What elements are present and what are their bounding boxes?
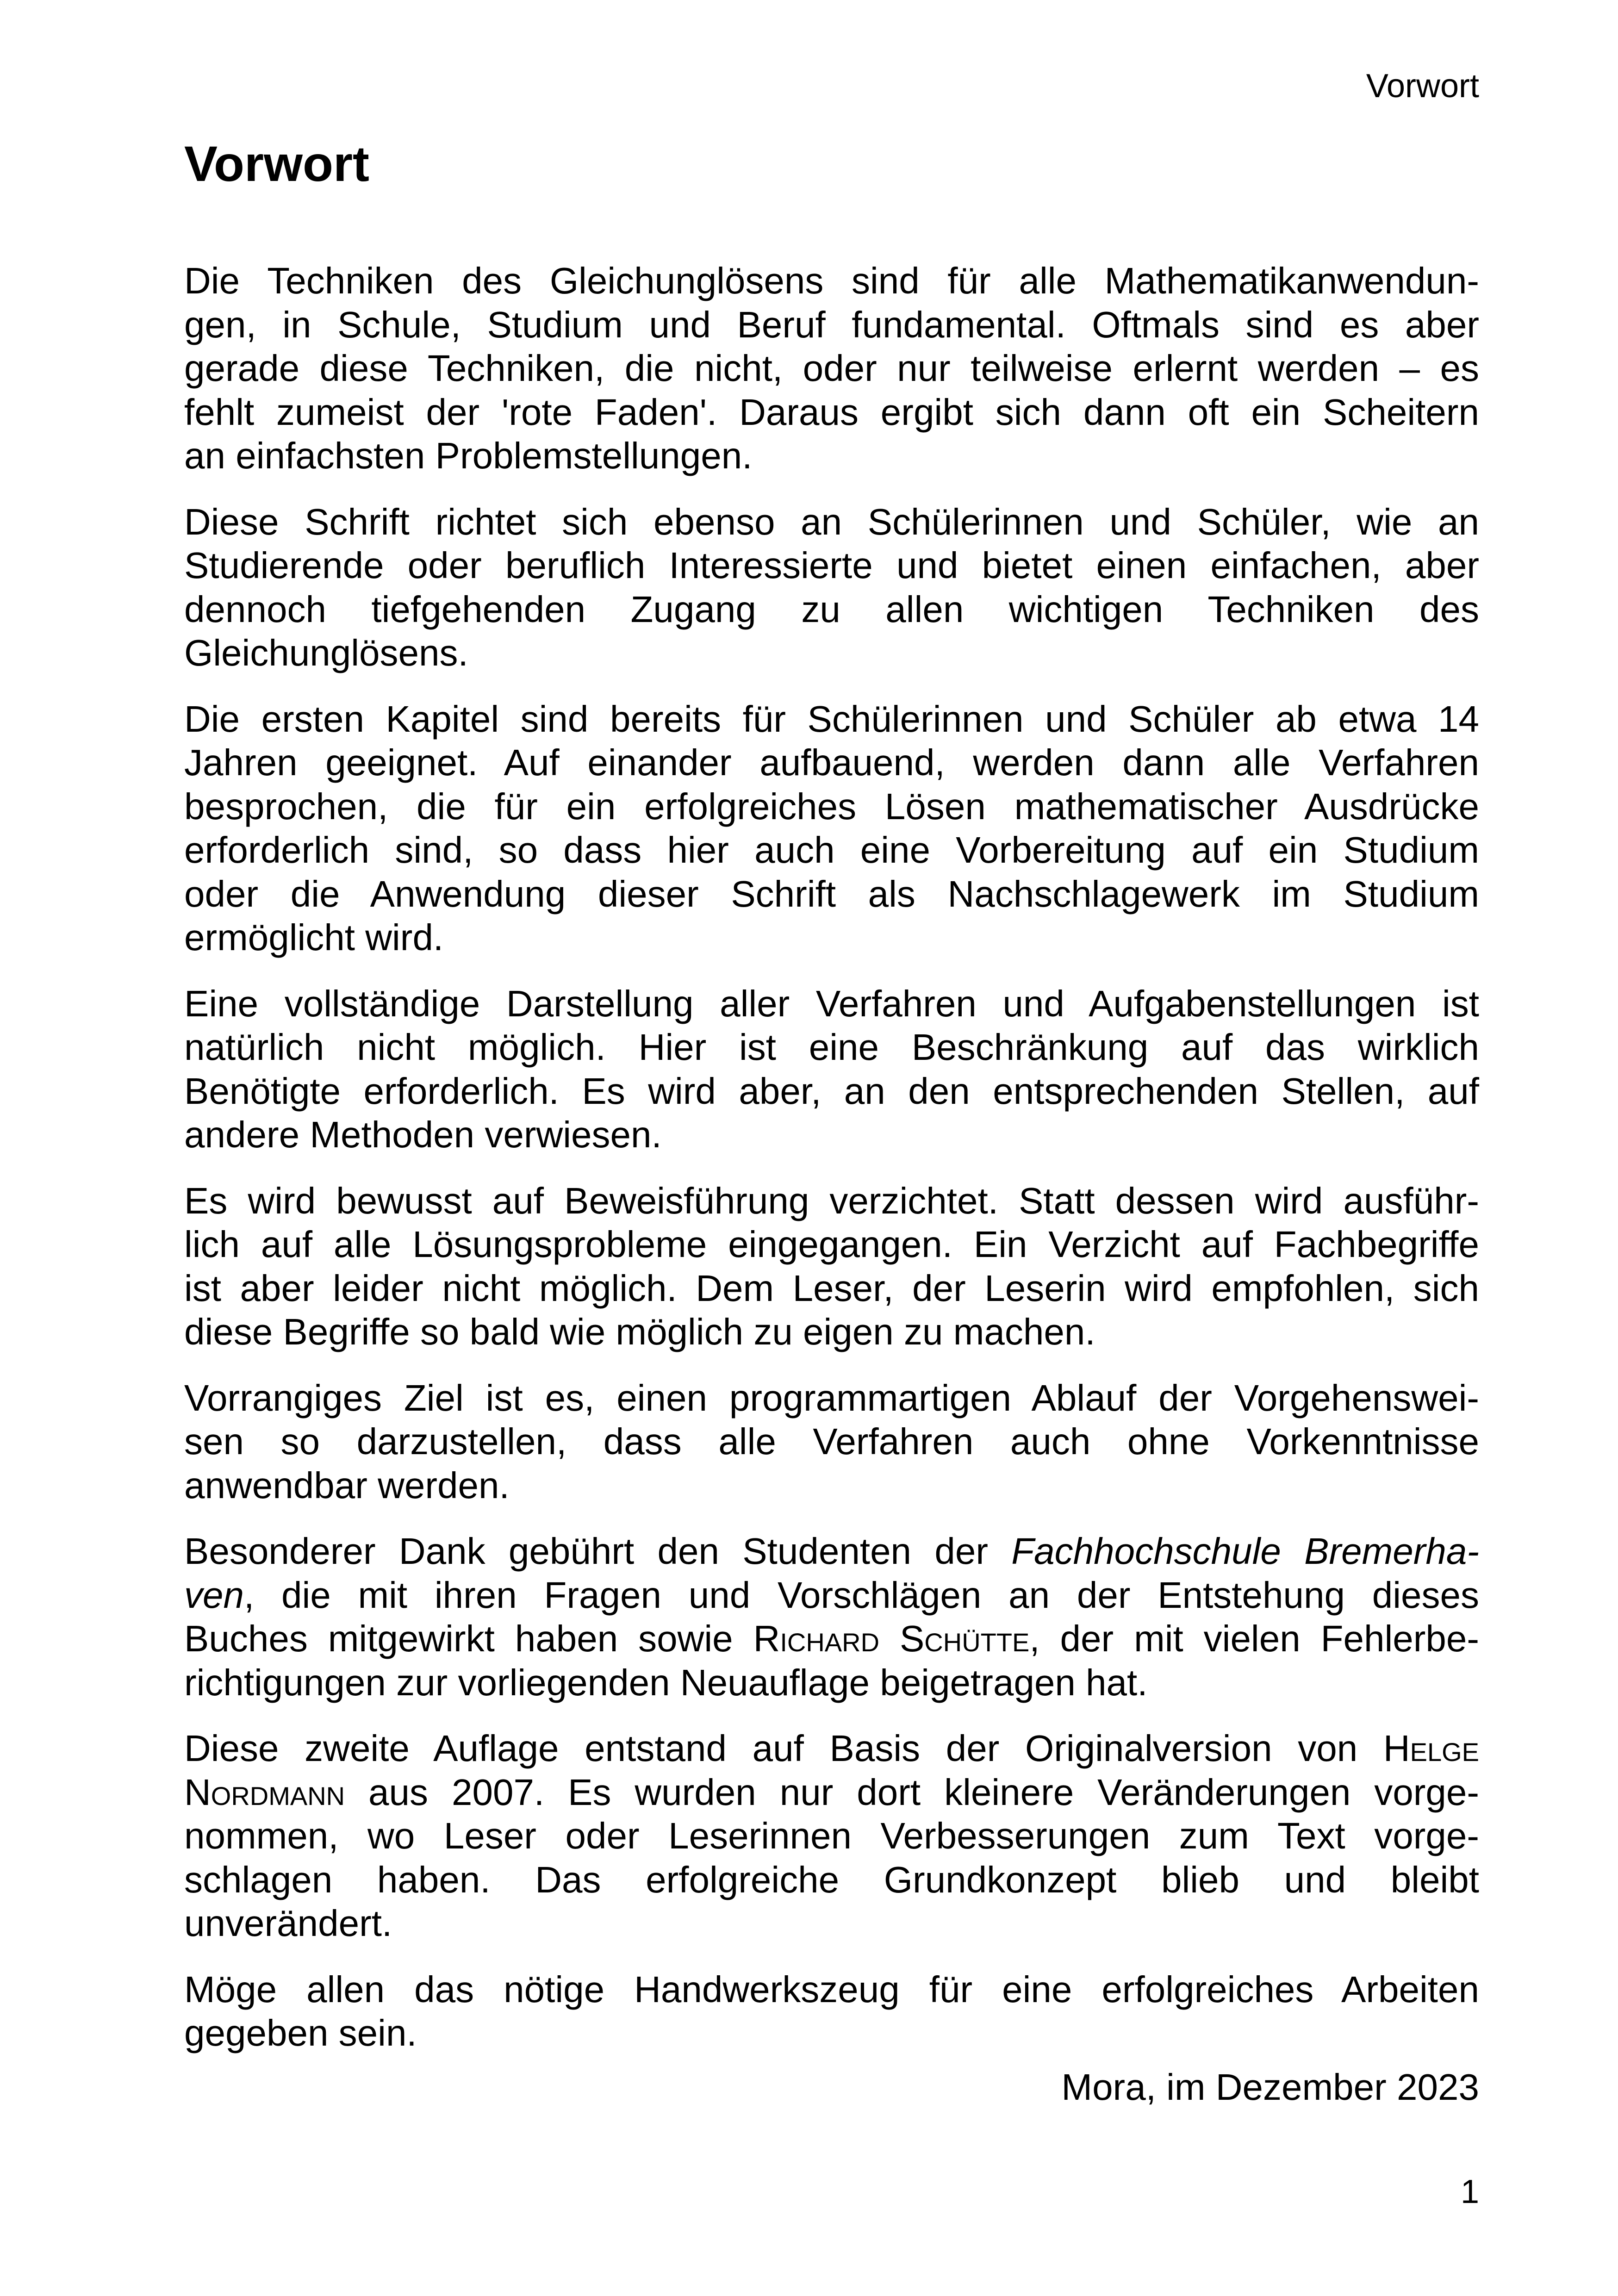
text-run: aus 2007. Es wurden nur dort kleinere Veränderungen vorge- — [345, 1771, 1479, 1813]
text-line: gen, in Schule, Studium und Beruf fundamental. Oftmals sind es aber — [184, 304, 1479, 345]
text-line: schlagen haben. Das erfolgreiche Grundkonzept blieb und bleibt — [184, 1859, 1479, 1900]
text-line — [184, 1617, 1479, 1661]
text-line: Jahren geeignet. Auf einander aufbauend, werden dann alle Verfahren — [184, 742, 1479, 783]
paragraph-acknowledgement — [184, 1530, 1479, 1705]
text-run: , der mit vielen Fehlerbe- — [1029, 1618, 1480, 1659]
text-line: Benötigte erforderlich. Es wird aber, an den entsprechenden Stellen, auf — [184, 1070, 1479, 1112]
text-line: ermöglicht wird. — [184, 917, 444, 958]
text-line: dennoch tiefgehenden Zugang zu allen wichtigen Techniken des — [184, 588, 1479, 630]
signature-place-date: Mora, im Dezember 2023 — [1061, 2066, 1479, 2108]
paragraph-edition — [184, 1727, 1479, 1946]
text-line: fehlt zumeist der 'rote Faden'. Daraus ergibt sich dann oft ein Scheitern — [184, 391, 1479, 433]
text-line: Die ersten Kapitel sind bereits für Schülerinnen und Schüler ab etwa 14 — [184, 698, 1479, 740]
text-line: richtigungen zur vorliegenden Neuauflage beigetragen hat. — [184, 1661, 1148, 1703]
person-name: Helge — [1383, 1728, 1479, 1769]
paragraph-closing — [184, 1968, 1479, 2055]
text-line: unverändert. — [184, 1903, 392, 1944]
text-run: Buches mitgewirkt haben sowie — [184, 1618, 753, 1659]
paragraph-proofs — [184, 1179, 1479, 1354]
text-line: Möge allen das nötige Handwerkszeug für eine erfolgreiches Arbeiten — [184, 1968, 1479, 2010]
text-line: gegeben sein. — [184, 2012, 417, 2053]
text-run: Diese zweite Auflage entstand auf Basis der Originalversion von — [184, 1728, 1383, 1769]
text-line: lich auf alle Lösungsprobleme eingegangen. Ein Verzicht auf Fachbegriffe — [184, 1224, 1479, 1265]
text-line — [184, 1771, 1479, 1815]
text-line: erforderlich sind, so dass hier auch eine Vorbereitung auf ein Studium — [184, 829, 1479, 871]
paragraph-audience — [184, 500, 1479, 675]
text-line: besprochen, die für ein erfolgreiches Lösen mathematischer Ausdrücke — [184, 785, 1479, 827]
text-line: oder die Anwendung dieser Schrift als Nachschlagewerk im Studium — [184, 873, 1479, 915]
text-line: Studierende oder beruflich Interessierte und bietet einen einfachen, aber — [184, 545, 1479, 586]
paragraph-intro — [184, 259, 1479, 478]
text-line: andere Methoden verwiesen. — [184, 1114, 662, 1155]
text-line: an einfachsten Problemstellungen. — [184, 435, 753, 476]
text-line: Vorrangiges Ziel ist es, einen programmartigen Ablauf der Vorgehenswei- — [184, 1377, 1479, 1419]
text-line — [184, 1530, 1479, 1574]
text-line: Gleichunglösens. — [184, 632, 468, 673]
text-line: natürlich nicht möglich. Hier ist eine Beschränkung auf das wirklich — [184, 1027, 1479, 1068]
text-line: Eine vollständige Darstellung aller Verfahren und Aufgabenstellungen ist — [184, 983, 1479, 1024]
text-line: anwendbar werden. — [184, 1464, 510, 1506]
text-line: Es wird bewusst auf Beweisführung verzichtet. Statt dessen wird ausführ- — [184, 1180, 1479, 1221]
body-text — [184, 259, 1479, 2078]
person-name: Nordmann — [184, 1771, 345, 1813]
page-number: 1 — [1460, 2173, 1479, 2210]
person-name: Richard Schütte — [753, 1618, 1030, 1659]
page-title: Vorwort — [184, 136, 369, 192]
text-line: Die Techniken des Gleichunglösens sind für alle Mathematikanwendun- — [184, 260, 1479, 301]
text-line: Diese Schrift richtet sich ebenso an Schülerinnen und Schüler, wie an — [184, 501, 1479, 542]
institution-name: ven — [184, 1574, 244, 1616]
text-line: ist aber leider nicht möglich. Dem Leser, der Leserin wird empfohlen, sich — [184, 1267, 1479, 1309]
institution-name: Fachhochschule Bremerha- — [1011, 1531, 1480, 1572]
paragraph-scope — [184, 982, 1479, 1157]
text-line: nommen, wo Leser oder Leserinnen Verbesserungen zum Text vorge- — [184, 1815, 1479, 1856]
paragraph-chapters — [184, 697, 1479, 960]
running-header: Vorwort — [1366, 68, 1479, 105]
text-line: gerade diese Techniken, die nicht, oder nur teilweise erlernt werden – es — [184, 348, 1479, 389]
text-run: , die mit ihren Fragen und Vorschlägen an der Entstehung dieses — [243, 1574, 1479, 1616]
text-line: diese Begriffe so bald wie möglich zu eigen zu machen. — [184, 1311, 1095, 1352]
text-line: sen so darzustellen, dass alle Verfahren auch ohne Vorkenntnisse — [184, 1421, 1479, 1462]
paragraph-goal — [184, 1376, 1479, 1508]
text-line — [184, 1574, 1479, 1618]
text-line — [184, 1727, 1479, 1771]
text-run: Besonderer Dank gebührt den Studenten der — [184, 1531, 1012, 1572]
